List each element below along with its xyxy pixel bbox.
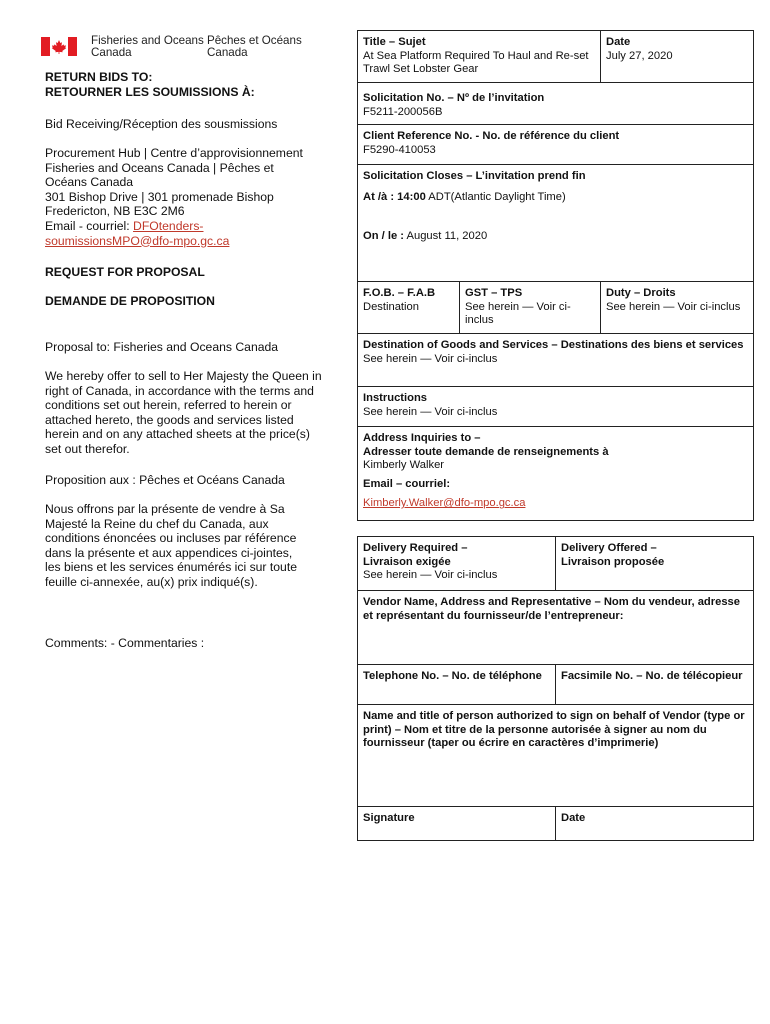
offer-text-en: We hereby offer to sell to Her Majesty the Queen in right of Canada, in accordance with the terms and conditions set out herein, referred to herein or attached hereto, the goods and services listed herein and on any attached sheets at the price(s) set out therefor. bbox=[45, 369, 322, 456]
authorized-person-field[interactable]: Name and title of person authorized to sign on behalf of Vendor (type or print) – Nom et titre de la personne autorisée à signer au nom du fournisseur (taper ou écrire en caractères d’imprimerie) bbox=[357, 704, 754, 807]
rfp-heading-en: REQUEST FOR PROPOSAL bbox=[45, 265, 205, 279]
return-address: Procurement Hub | Centre d’approvisionnement Fisheries and Oceans Canada | Pêches et Océans Canada 301 Bishop Drive | 301 promenade Bishop Fredericton, NB E3C 2M6 Email - courriel: DFOtenders- soumissionsMPO@dfo-mpo.gc.ca bbox=[45, 146, 303, 248]
department-name-en: Fisheries and Oceans Canada bbox=[91, 34, 204, 59]
delivery-offered-field: Delivery Offered – Livraison proposée bbox=[555, 536, 754, 591]
canada-flag-icon bbox=[41, 37, 77, 56]
solicitation-closes-field: Solicitation Closes – L’invitation prend fin At /à : 14:00 ADT(Atlantic Daylight Time) On / le : August 11, 2020 bbox=[357, 164, 754, 282]
comments-label: Comments: - Commentaries : bbox=[45, 636, 205, 650]
proposition-aux: Proposition aux : Pêches et Océans Canada bbox=[45, 473, 285, 487]
bid-email-link[interactable]: DFOtenders- bbox=[133, 218, 204, 233]
delivery-required-field: Delivery Required – Livraison exigée See herein — Voir ci-inclus bbox=[357, 536, 556, 591]
gst-field: GST – TPS See herein — Voir ci-inclus bbox=[459, 281, 601, 334]
title-field: Title – Sujet At Sea Platform Required To Haul and Re-set Trawl Set Lobster Gear bbox=[357, 30, 601, 83]
telephone-field[interactable]: Telephone No. – No. de téléphone bbox=[357, 664, 556, 705]
facsimile-field[interactable]: Facsimile No. – No. de télécopieur bbox=[555, 664, 754, 705]
duty-field: Duty – Droits See herein — Voir ci-inclus bbox=[600, 281, 754, 334]
address-inquiries-field: Address Inquiries to – Adresser toute demande de renseignements à Kimberly Walker Email – courriel: Kimberly.Walker@dfo-mpo.gc.ca bbox=[357, 426, 754, 521]
client-reference-field: Client Reference No. - No. de référence du client F5290-410053 bbox=[357, 124, 754, 165]
date-field: Date July 27, 2020 bbox=[600, 30, 754, 83]
signature-date-field[interactable]: Date bbox=[555, 806, 754, 841]
instructions-field: Instructions See herein — Voir ci-inclus bbox=[357, 386, 754, 427]
bid-receiving: Bid Receiving/Réception des sousmissions bbox=[45, 117, 278, 131]
offer-text-fr: Nous offrons par la présente de vendre à Sa Majesté la Reine du chef du Canada, aux conditions énoncées ou incluses par référence dans la présente et aux appendices ci-jointes, les biens et les services énumérés ici sur toute feuille ci-annexée, au(x) prix indiqué(s). bbox=[45, 502, 297, 589]
inquiries-email-link[interactable]: Kimberly.Walker@dfo-mpo.gc.ca bbox=[363, 497, 526, 510]
department-name-fr: Pêches et Océans Canada bbox=[207, 34, 302, 59]
vendor-name-field[interactable]: Vendor Name, Address and Representative – Nom du vendeur, adresse et représentant du fournisseur/de l’entrepreneur: bbox=[357, 590, 754, 665]
rfp-heading-fr: DEMANDE DE PROPOSITION bbox=[45, 294, 215, 308]
return-bids-heading: RETURN BIDS TO: RETOURNER LES SOUMISSIONS À: bbox=[45, 70, 255, 99]
solicitation-number-field: Solicitation No. – Nº de l’invitation F5211-200056B bbox=[357, 82, 754, 125]
proposal-to: Proposal to: Fisheries and Oceans Canada bbox=[45, 340, 279, 354]
fob-field: F.O.B. – F.A.B Destination bbox=[357, 281, 460, 334]
signature-field[interactable]: Signature bbox=[357, 806, 556, 841]
destination-field: Destination of Goods and Services – Destinations des biens et services See herein — Voir ci-inclus bbox=[357, 333, 754, 387]
bid-email-link-cont[interactable]: soumissionsMPO@dfo-mpo.gc.ca bbox=[45, 233, 230, 248]
